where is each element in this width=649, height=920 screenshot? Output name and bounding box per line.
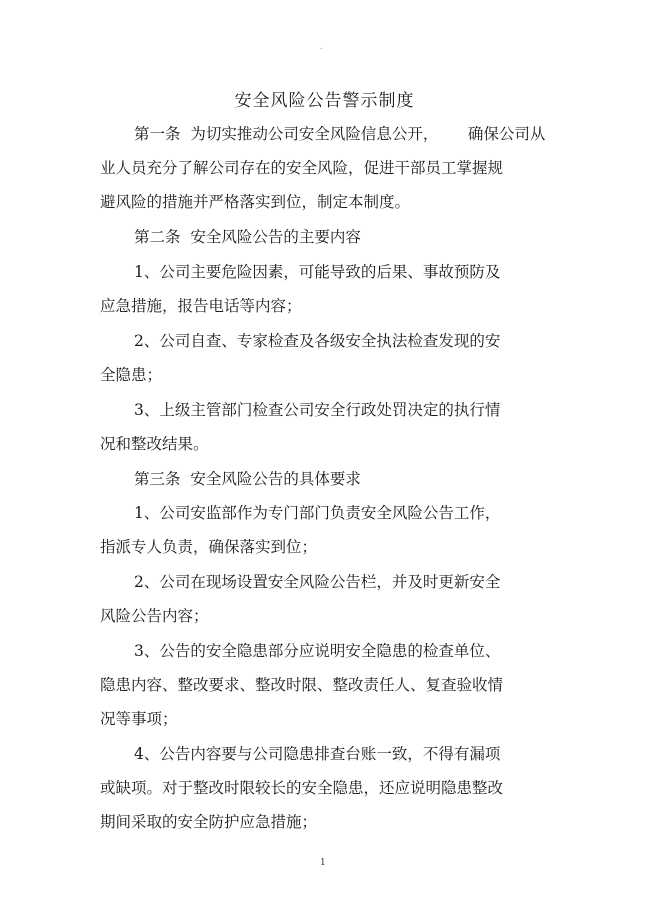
document-title: 安全风险公告警示制度 bbox=[234, 91, 415, 111]
text-line: 2、公司在现场设置安全风险公告栏，并及时更新安全 bbox=[134, 573, 501, 591]
text-line: 应急措施，报告电话等内容； bbox=[100, 297, 302, 315]
text-line: 况和整改结果。 bbox=[100, 435, 209, 453]
text-line: 3、公告的安全隐患部分应说明安全隐患的检查单位、 bbox=[134, 642, 501, 660]
text-line: 第一条 为切实推动公司安全风险信息公开， 确保公司从 bbox=[134, 125, 546, 143]
text-line: 指派专人负责，确保落实到位； bbox=[100, 538, 318, 556]
text-line: 隐患内容、整改要求、整改时限、整改责任人、复查验收情 bbox=[100, 676, 504, 694]
text-line: 业人员充分了解公司存在的安全风险，促进干部员工掌握规 bbox=[100, 159, 504, 177]
text-line: 期间采取的安全防护应急措施； bbox=[100, 813, 318, 831]
section-heading: 第三条 安全风险公告的具体要求 bbox=[134, 470, 361, 488]
text-line: 3、上级主管部门检查公司安全行政处罚决定的执行情 bbox=[134, 401, 501, 419]
section-heading: 第二条 安全风险公告的主要内容 bbox=[134, 228, 361, 246]
text-line: 避风险的措施并严格落实到位，制定本制度。 bbox=[100, 193, 411, 211]
text-line: 1、公司主要危险因素，可能导致的后果、事故预防及 bbox=[134, 263, 501, 281]
page-number: 1 bbox=[320, 858, 326, 868]
text-line: 况等事项； bbox=[100, 710, 178, 728]
text-line: 风险公告内容； bbox=[100, 607, 209, 625]
text-line: 4、公告内容要与公司隐患排查台账一致，不得有漏项 bbox=[134, 745, 501, 763]
text-line: 1、公司安监部作为专门部门负责安全风险公告工作， bbox=[134, 504, 501, 522]
header-mark: . bbox=[320, 42, 323, 51]
text-line: 或缺项。对于整改时限较长的安全隐患，还应说明隐患整改 bbox=[100, 779, 504, 797]
text-line: 2、公司自查、专家检查及各级安全执法检查发现的安 bbox=[134, 332, 501, 350]
text-line: 全隐患； bbox=[100, 366, 163, 384]
